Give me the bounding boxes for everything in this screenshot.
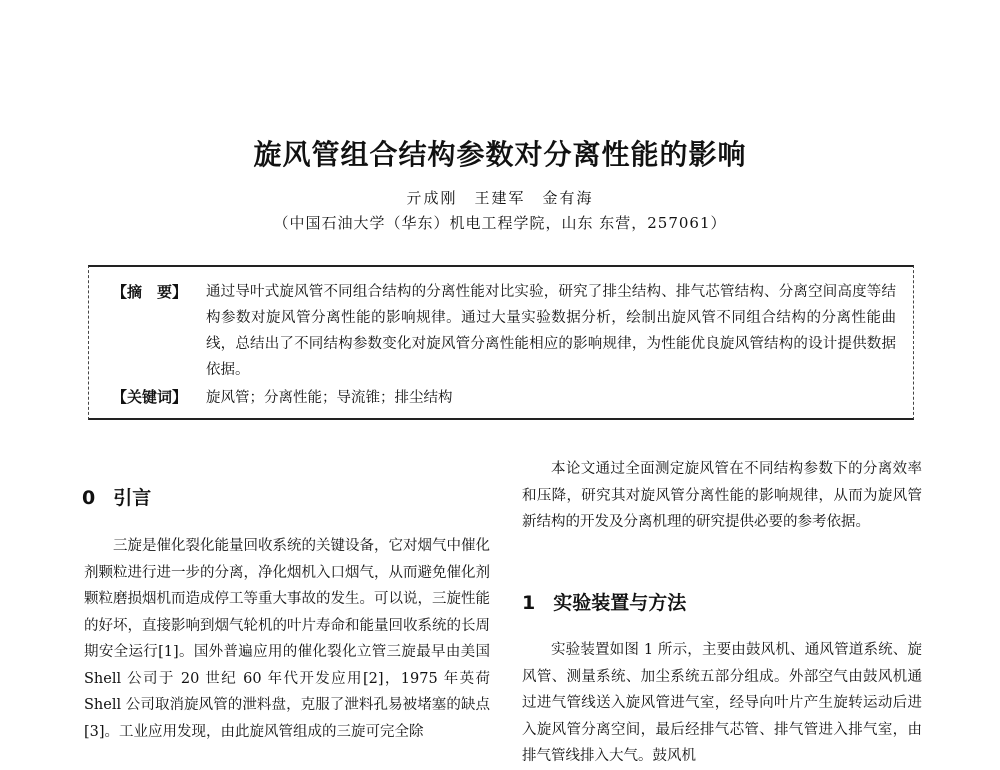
abstract-text: 通过导叶式旋风管不同组合结构的分离性能对比实验，研究了排尘结构、排气芯管结构、分离空间高度等结构参数对旋风管分离性能的影响规律。通过大量实验数据分析，绘制出旋风管不同组合结构的分离性能曲线，总结出了不同结构参数变化对旋风管分离性能相应的影响规律，为性能优良旋风管结构的设计提供数据依据。 [206,284,896,378]
affiliation: （中国石油大学（华东）机电工程学院，山东 东营，257061） [273,214,727,232]
section-number: 0 [82,487,96,509]
section-title: 引言 [113,487,152,509]
section-0-heading [82,483,151,510]
author-list: 亓成刚 王建军 金有海 [406,189,594,207]
abstract-label: 【摘 要】 [112,283,188,301]
intro-paragraph: 三旋是催化裂化能量回收系统的关键设备，它对烟气中催化剂颗粒进行进一步的分离，净化烟机入口烟气，从而避免催化剂颗粒磨损烟机而造成停工等重大事故的发生。可以说，三旋性能的好坏，直接影响到烟气轮机的叶片寿命和能量回收系统的长周期安全运行[1]。国外普遍应用的催化裂化立管三旋最早由美国 Shell 公司于 20 世纪 60 年代开发应用[2]，1975 年英荷 Shell 公司取消旋风管的泄料盘，克服了泄料孔易被堵塞的缺点[3]。工业应用发现，由此旋风管组成的三旋可完全除 [84,538,490,740]
purpose-paragraph: 本论文通过全面测定旋风管在不同结构参数下的分离效率和压降，研究其对旋风管分离性能的影响规律，从而为旋风管新结构的开发及分离机理的研究提供必要的参考依据。 [522,461,922,530]
method-paragraph: 实验装置如图 1 所示，主要由鼓风机、通风管道系统、旋风管、测量系统、加尘系统五部分组成。外部空气由鼓风机通过进气管线送入旋风管进气室，经导向叶片产生旋转运动后进入旋风管分离空间，最后经排气芯管、排气管进入排气室，由排气管线排入大气。鼓风机 [522,642,922,764]
paper-title: 旋风管组合结构参数对分离性能的影响 [253,138,747,171]
keywords-label: 【关键词】 [112,388,188,406]
section-title: 实验装置与方法 [553,592,687,614]
section-1-heading [522,588,686,615]
section-number: 1 [522,592,536,614]
keywords-text: 旋风管；分离性能；导流锥；排尘结构 [206,390,453,406]
